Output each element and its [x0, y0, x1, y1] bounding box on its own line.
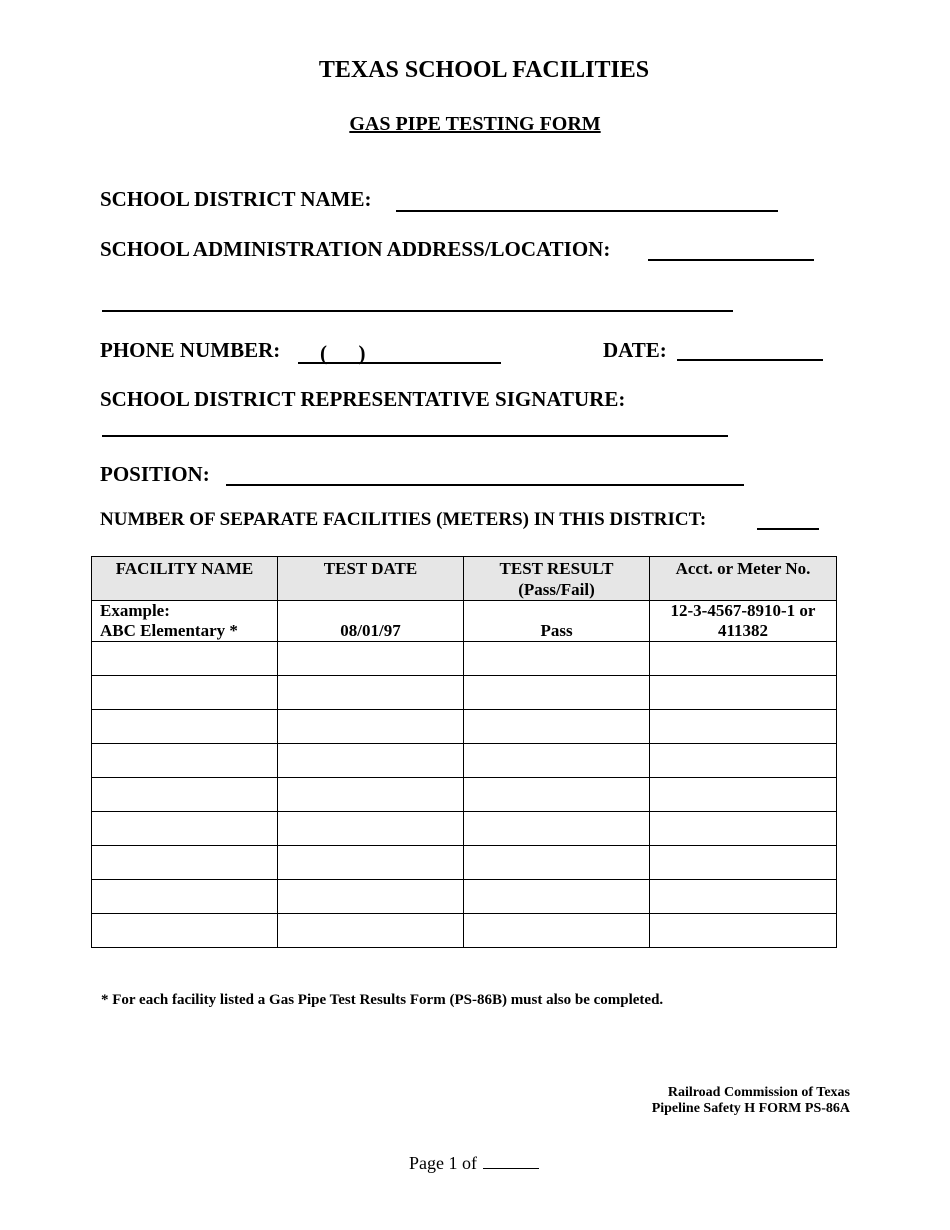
- date-label: DATE:: [603, 338, 667, 362]
- col-header-test-date: TEST DATE: [278, 557, 464, 601]
- address-field[interactable]: [648, 259, 814, 261]
- facilities-count-field[interactable]: [757, 528, 819, 530]
- cell-test-result[interactable]: [464, 676, 650, 710]
- date-field[interactable]: [677, 359, 823, 361]
- example-test-result: Pass: [464, 601, 650, 642]
- cell-test-date[interactable]: [278, 812, 464, 846]
- phone-area-code-parens: ( ): [320, 341, 366, 365]
- col-header-facility-name: FACILITY NAME: [92, 557, 278, 601]
- facilities-count-label: NUMBER OF SEPARATE FACILITIES (METERS) IN THIS DISTRICT:: [100, 509, 707, 530]
- district-name-field[interactable]: [396, 210, 778, 212]
- cell-acct-meter[interactable]: [650, 676, 837, 710]
- cell-facility-name[interactable]: [92, 914, 278, 948]
- cell-test-date[interactable]: [278, 914, 464, 948]
- cell-test-date[interactable]: [278, 676, 464, 710]
- cell-acct-meter[interactable]: [650, 880, 837, 914]
- example-acct-line1: 12-3-4567-8910-1 or: [670, 601, 816, 620]
- facilities-table: [91, 556, 837, 948]
- col-header-test-result-label: TEST RESULT: [499, 559, 614, 578]
- cell-test-result[interactable]: [464, 778, 650, 812]
- page-title: TEXAS SCHOOL FACILITIES: [318, 57, 650, 83]
- cell-acct-meter[interactable]: [650, 710, 837, 744]
- footnote: * For each facility listed a Gas Pipe Test Results Form (PS-86B) must also be completed.: [101, 992, 664, 1008]
- cell-acct-meter[interactable]: [650, 778, 837, 812]
- table-row: [92, 676, 837, 710]
- cell-test-result[interactable]: [464, 812, 650, 846]
- cell-test-result[interactable]: [464, 710, 650, 744]
- page-number: [409, 1152, 539, 1174]
- cell-test-result[interactable]: [464, 880, 650, 914]
- cell-test-date[interactable]: [278, 880, 464, 914]
- cell-acct-meter[interactable]: [650, 744, 837, 778]
- example-acct-meter: [650, 601, 837, 642]
- example-test-date: 08/01/97: [278, 601, 464, 642]
- example-acct-line2: 411382: [717, 621, 769, 640]
- col-header-test-result: [464, 557, 650, 601]
- footer-form-id: Pipeline Safety H FORM PS-86A: [651, 1101, 850, 1116]
- cell-test-date[interactable]: [278, 744, 464, 778]
- footer-org: [652, 1085, 850, 1117]
- address-label: SCHOOL ADMINISTRATION ADDRESS/LOCATION:: [100, 237, 611, 261]
- table-row: [92, 846, 837, 880]
- table-row: [92, 914, 837, 948]
- cell-facility-name[interactable]: [92, 710, 278, 744]
- cell-facility-name[interactable]: [92, 812, 278, 846]
- district-name-label: SCHOOL DISTRICT NAME:: [100, 187, 372, 211]
- cell-facility-name[interactable]: [92, 642, 278, 676]
- cell-facility-name[interactable]: [92, 744, 278, 778]
- cell-test-result[interactable]: [464, 846, 650, 880]
- table-header-row: [92, 557, 837, 601]
- position-label: POSITION:: [100, 462, 210, 486]
- cell-test-date[interactable]: [278, 778, 464, 812]
- example-row: [92, 601, 837, 642]
- col-header-acct-meter: Acct. or Meter No.: [650, 557, 837, 601]
- table-row: [92, 710, 837, 744]
- example-facility-name: [92, 601, 278, 642]
- cell-test-date[interactable]: [278, 846, 464, 880]
- cell-test-date[interactable]: [278, 710, 464, 744]
- cell-facility-name[interactable]: [92, 846, 278, 880]
- table-row: [92, 778, 837, 812]
- cell-facility-name[interactable]: [92, 778, 278, 812]
- phone-field[interactable]: [298, 340, 501, 364]
- phone-label: PHONE NUMBER:: [100, 338, 281, 362]
- table-row: [92, 880, 837, 914]
- page-total-field[interactable]: [483, 1152, 539, 1169]
- cell-facility-name[interactable]: [92, 880, 278, 914]
- footer-org-line1: Railroad Commission of Texas: [667, 1085, 850, 1100]
- cell-acct-meter[interactable]: [650, 914, 837, 948]
- signature-label: SCHOOL DISTRICT REPRESENTATIVE SIGNATURE:: [100, 387, 626, 411]
- table-row: [92, 812, 837, 846]
- cell-test-result[interactable]: [464, 914, 650, 948]
- table-row: [92, 744, 837, 778]
- position-field[interactable]: [226, 484, 744, 486]
- col-header-test-result-sub: (Pass/Fail): [518, 580, 595, 599]
- cell-acct-meter[interactable]: [650, 846, 837, 880]
- example-label: Example:: [100, 601, 170, 620]
- form-subtitle: GAS PIPE TESTING FORM: [349, 113, 601, 135]
- cell-test-date[interactable]: [278, 642, 464, 676]
- address-field-line2[interactable]: [102, 310, 733, 312]
- cell-test-result[interactable]: [464, 744, 650, 778]
- cell-acct-meter[interactable]: [650, 642, 837, 676]
- table-row: [92, 642, 837, 676]
- cell-facility-name[interactable]: [92, 676, 278, 710]
- example-facility: ABC Elementary *: [100, 621, 238, 640]
- cell-test-result[interactable]: [464, 642, 650, 676]
- page-label: Page 1 of: [409, 1153, 477, 1173]
- signature-field[interactable]: [102, 435, 728, 437]
- cell-acct-meter[interactable]: [650, 812, 837, 846]
